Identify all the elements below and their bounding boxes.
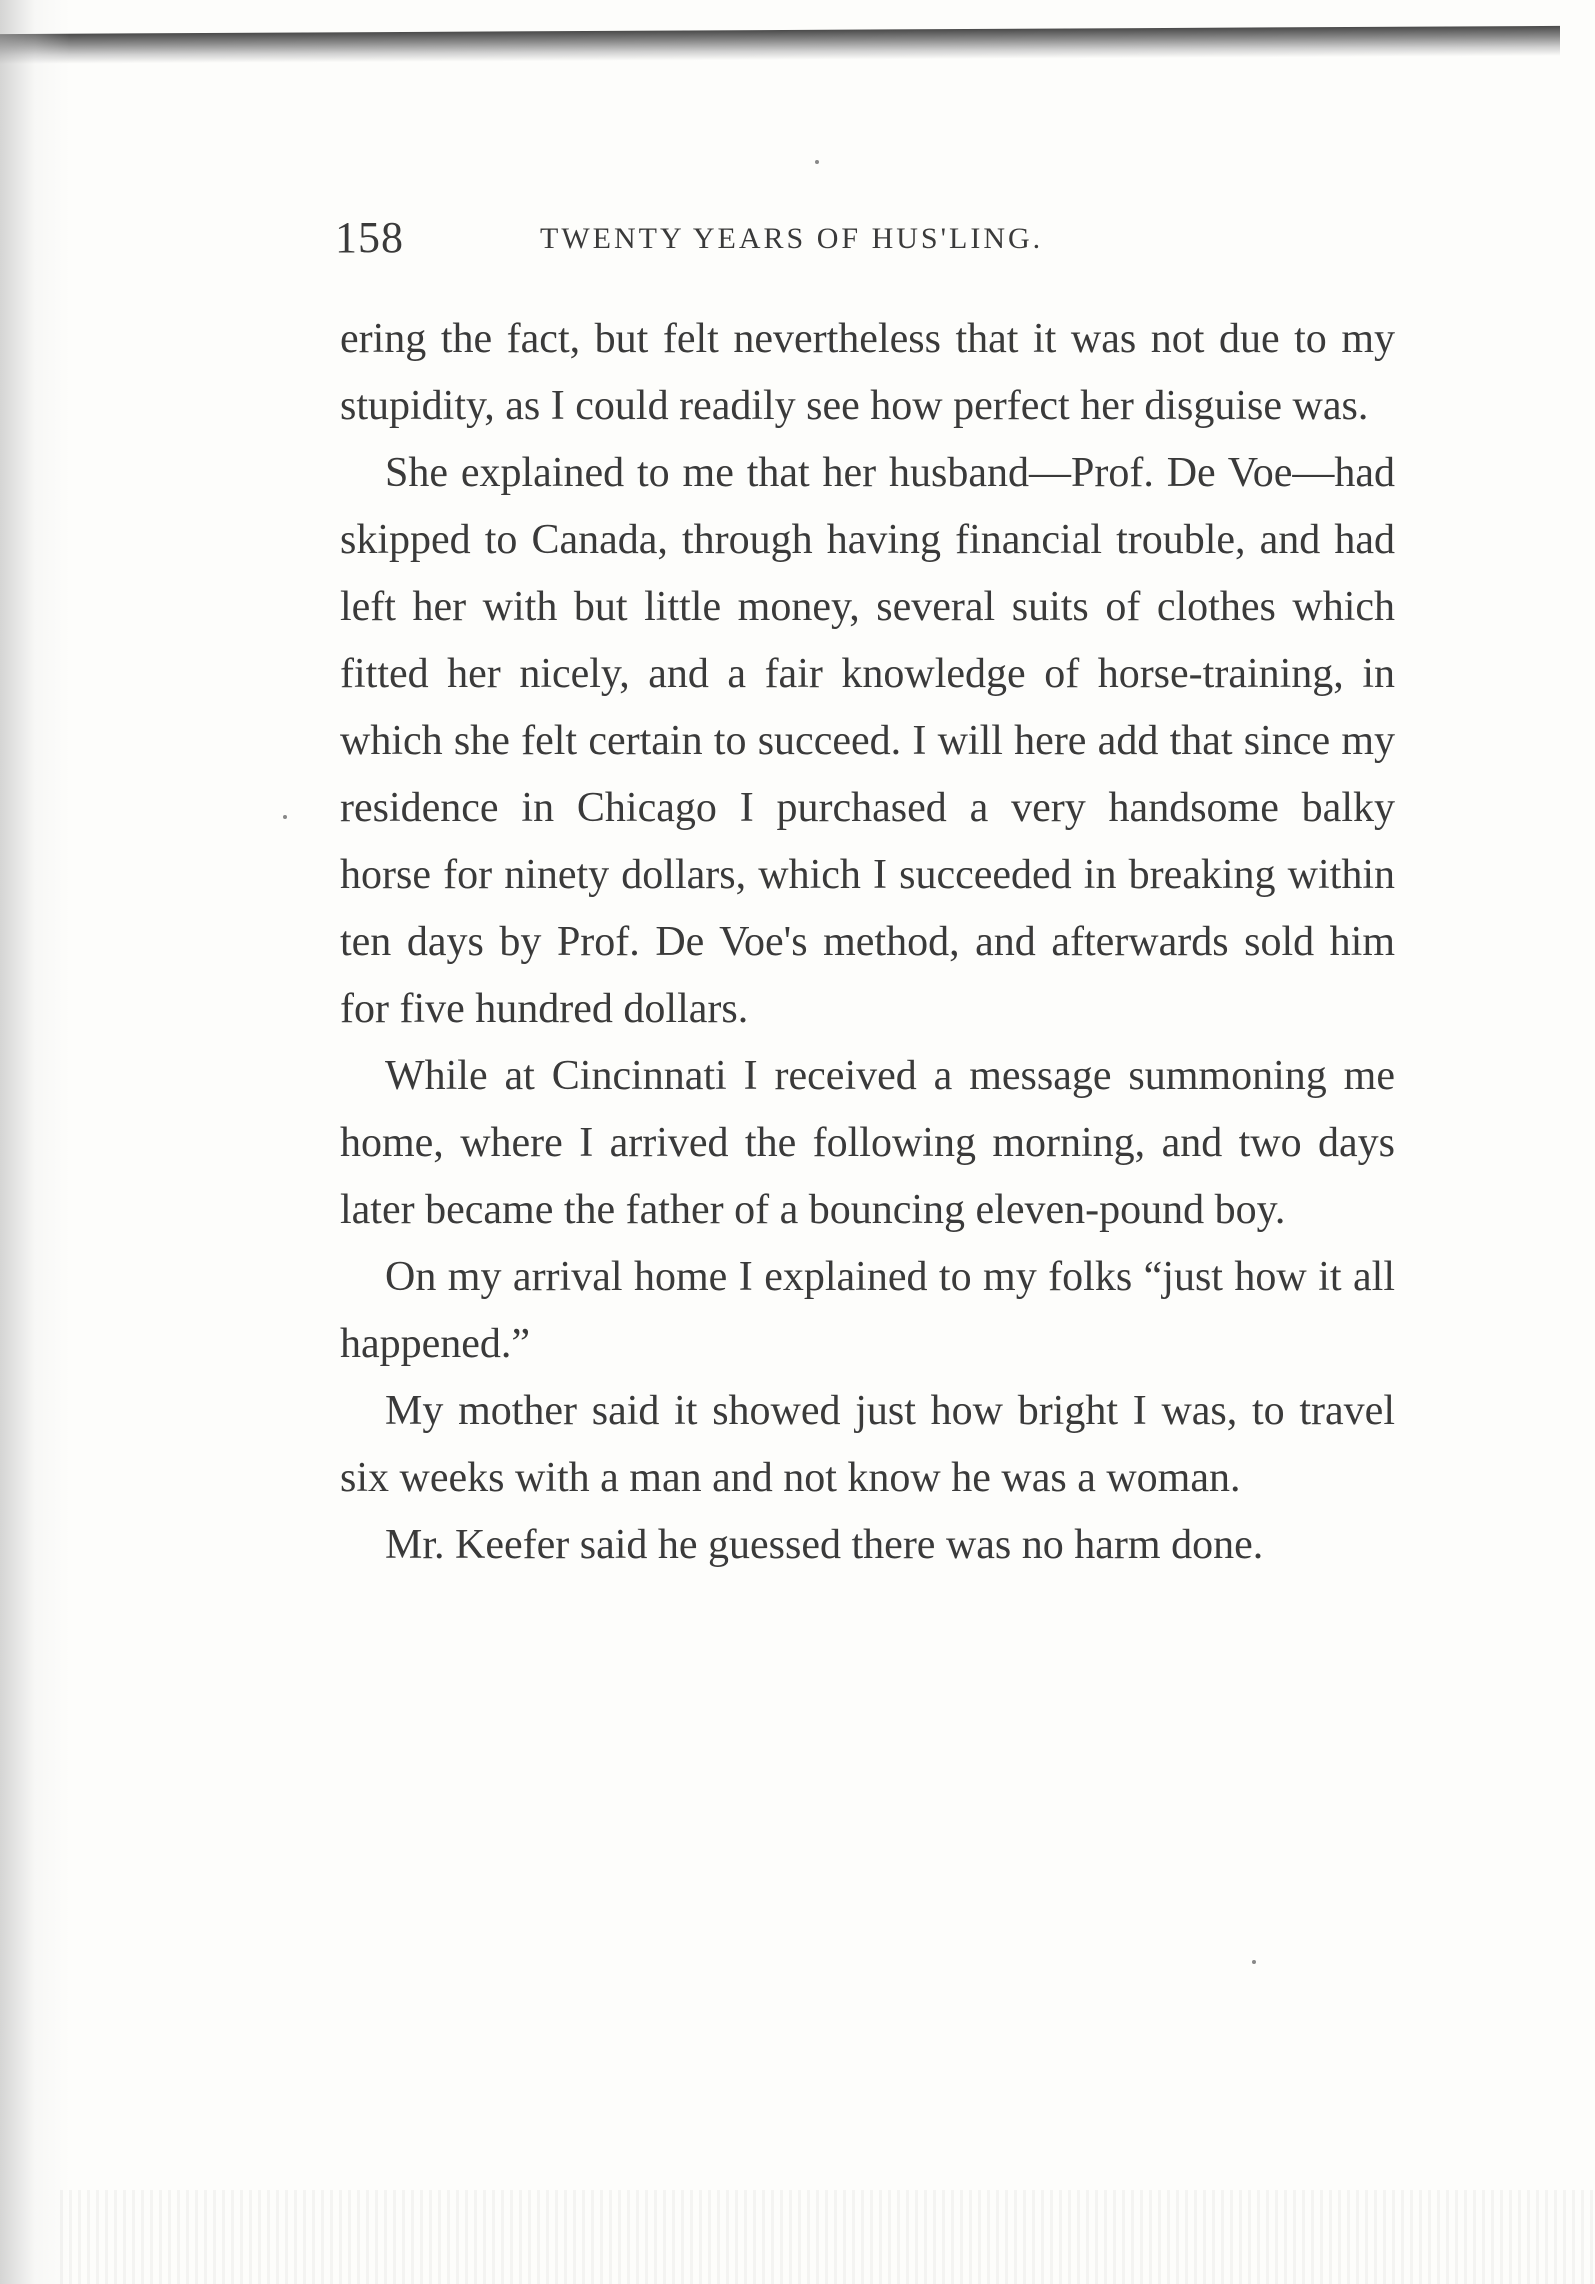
body-text <box>340 306 1395 1579</box>
paragraph: Mr. Keefer said he guessed there was no harm done. <box>385 1522 1264 1568</box>
running-title: TWENTY YEARS OF HUS'LING. <box>540 222 1044 255</box>
paragraph: On my arrival home I explained to my folks “just how it all happened.” <box>340 1254 1395 1367</box>
paragraph: ering the fact, but felt nevertheless that it was not due to my stupidity, as I could readily see how perfect her disguise was. <box>340 316 1395 429</box>
scan-speck <box>1252 1960 1256 1964</box>
scan-top-edge <box>0 26 1560 64</box>
paragraph: While at Cincinnati I received a message summoning me home, where I arrived the following morning, and two days later became the father of a bouncing eleven-pound boy. <box>340 1053 1395 1233</box>
page-header <box>335 212 1395 272</box>
scan-left-edge <box>0 0 70 2284</box>
scan-bottom-noise <box>60 2190 1595 2284</box>
page-number: 158 <box>335 213 404 262</box>
paragraph: She explained to me that her husband—Prof. De Voe—had skipped to Canada, through having financial trouble, and had left her with but little money, several suits of clothes which fitted her nicely, and a fair knowledge of horse-training, in which she felt certain to succeed. I will here add that since my residence in Chicago I purchased a very handsome balky horse for ninety dollars, which I succeeded in breaking within ten days by Prof. De Voe's method, and afterwards sold him for five hundred dollars. <box>340 450 1395 1032</box>
scan-speck <box>283 815 287 819</box>
scan-speck <box>815 160 819 164</box>
paragraph: My mother said it showed just how bright I was, to travel six weeks with a man and not know he was a woman. <box>340 1388 1395 1501</box>
